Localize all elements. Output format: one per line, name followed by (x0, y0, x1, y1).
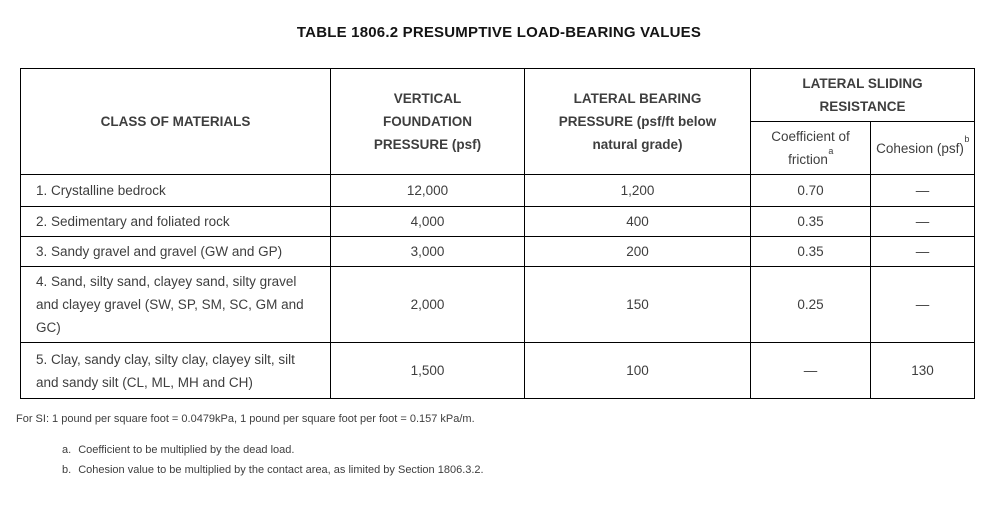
vertical-pressure-cell: 2,000 (331, 267, 525, 343)
page (0, 24, 998, 478)
cohesion-cell: — (871, 175, 975, 207)
footnote-b-marker: b. (62, 464, 72, 476)
footnote-ref-a: a (828, 145, 834, 156)
cohesion-cell: — (871, 207, 975, 237)
coefficient-cell: 0.25 (751, 267, 871, 343)
cohesion-cell: 130 (871, 343, 975, 399)
material-cell: 3. Sandy gravel and gravel (GW and GP) (21, 237, 331, 267)
header-lateral-bearing-pressure (525, 69, 751, 175)
footnote-b (62, 463, 998, 478)
coefficient-label: Coefficient of friction (771, 129, 850, 167)
lateral-pressure-cell: 1,200 (525, 175, 751, 207)
lateral-pressure-cell: 150 (525, 267, 751, 343)
header-line: FOUNDATION (383, 114, 472, 129)
table-row (21, 267, 975, 343)
header-line: natural grade) (592, 137, 683, 152)
header-vertical-foundation-pressure (331, 69, 525, 175)
material-cell: 2. Sedimentary and foliated rock (21, 207, 331, 237)
cohesion-cell: — (871, 267, 975, 343)
header-class-of-materials: CLASS OF MATERIALS (21, 69, 331, 175)
load-bearing-values-table (20, 68, 975, 399)
header-line: PRESSURE (psf) (373, 137, 482, 152)
table-row (21, 237, 975, 267)
header-line: RESISTANCE (819, 99, 906, 114)
lateral-pressure-cell: 400 (525, 207, 751, 237)
cohesion-label: Cohesion (psf) (876, 140, 964, 156)
lateral-pressure-cell: 200 (525, 237, 751, 267)
header-line: LATERAL SLIDING (802, 76, 923, 91)
lateral-pressure-cell: 100 (525, 343, 751, 399)
material-cell: 5. Clay, sandy clay, silty clay, clayey silt, silt and sandy silt (CL, ML, MH and CH) (21, 343, 331, 399)
coefficient-cell: — (751, 343, 871, 399)
header-line: PRESSURE (psf/ft below (558, 114, 717, 129)
vertical-pressure-cell: 1,500 (331, 343, 525, 399)
footnote-a-marker: a. (62, 444, 72, 456)
material-cell: 1. Crystalline bedrock (21, 175, 331, 207)
footnote-ref-b: b (964, 134, 970, 144)
si-conversion-note: For SI: 1 pound per square foot = 0.0479kPa, 1 pound per square foot per foot = 0.157 kPa/m. (16, 413, 475, 425)
footnote-a-text: Coefficient to be multiplied by the dead load. (78, 444, 295, 456)
table-row (21, 207, 975, 237)
header-line: LATERAL BEARING (573, 91, 702, 106)
table-title: TABLE 1806.2 PRESUMPTIVE LOAD-BEARING VALUES (296, 24, 702, 41)
coefficient-cell: 0.35 (751, 237, 871, 267)
material-cell: 4. Sand, silty sand, clayey sand, silty gravel and clayey gravel (SW, SP, SM, SC, GM and GC) (21, 267, 331, 343)
footnotes (0, 412, 998, 478)
footnote-b-text: Cohesion value to be multiplied by the contact area, as limited by Section 1806.3.2. (78, 464, 484, 476)
header-line: VERTICAL (393, 91, 462, 106)
table-row (21, 175, 975, 207)
coefficient-cell: 0.70 (751, 175, 871, 207)
vertical-pressure-cell: 12,000 (331, 175, 525, 207)
table-row (21, 343, 975, 399)
header-cohesion (871, 122, 975, 175)
cohesion-cell: — (871, 237, 975, 267)
header-coefficient-of-friction (751, 122, 871, 175)
vertical-pressure-cell: 3,000 (331, 237, 525, 267)
coefficient-cell: 0.35 (751, 207, 871, 237)
footnote-a (62, 443, 998, 458)
vertical-pressure-cell: 4,000 (331, 207, 525, 237)
header-lateral-sliding-resistance (751, 69, 975, 122)
